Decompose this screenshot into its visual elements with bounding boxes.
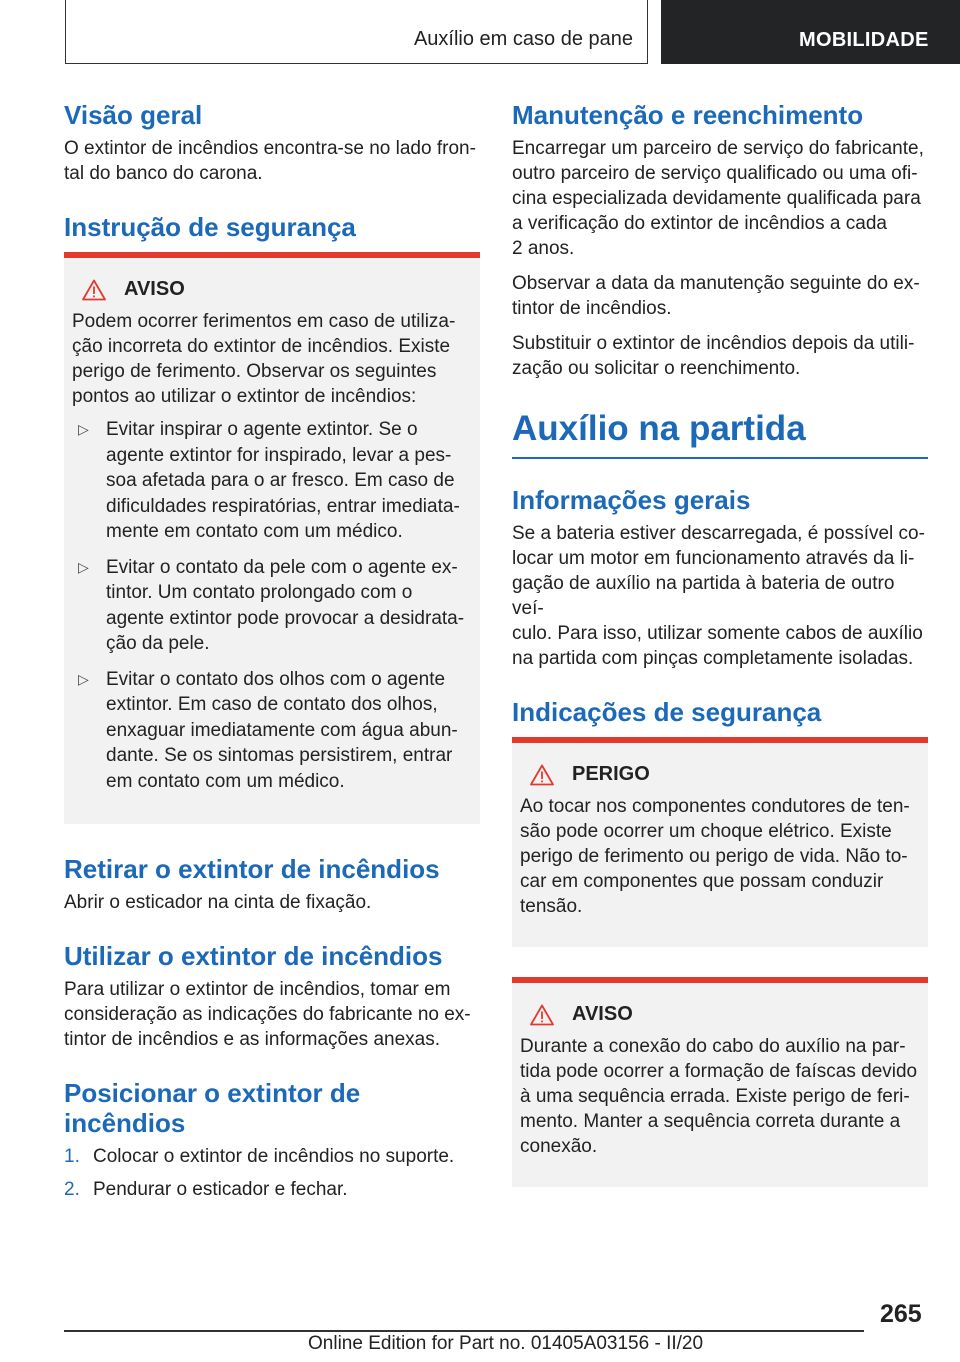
heading-indicacoes: Indicações de segurança <box>512 697 822 727</box>
bullet-text: Evitar o contato da pele com o agente ex- tintor. Um contato prolongado com o agente extintor pode provocar a desidrata- ção da pele. <box>106 556 465 654</box>
text-retirar-content: Abrir o esticador na cinta de fixação. <box>64 892 372 913</box>
heading-rule <box>512 457 928 459</box>
paragraph <box>512 136 928 261</box>
warning-triangle-icon <box>82 279 106 301</box>
triangle-bullet-icon: ▷ <box>78 670 89 687</box>
step-text: Pendurar o esticador e fechar. <box>93 1179 348 1200</box>
right-column <box>512 100 928 1217</box>
page-header <box>0 0 960 66</box>
chapter-tab: MOBILIDADE <box>661 0 960 64</box>
list-item <box>72 417 472 545</box>
paragraph <box>512 271 928 321</box>
text-utilizar-content: Para utilizar o extintor de incêndios, tomar em consideração as indicações do fabricante no ex- tintor de incêndios e as informações anexas. <box>64 979 471 1050</box>
bullet-text: Evitar o contato dos olhos com o agente extintor. Em caso de contato dos olhos, enxaguar imediatamente com água abun- dante. Se os sintomas persistirem, entrar em contato com um médico. <box>106 668 458 792</box>
triangle-bullet-icon: ▷ <box>78 558 89 575</box>
warning-box-extintor <box>64 252 480 824</box>
list-item <box>64 1144 480 1169</box>
danger-title <box>530 763 920 786</box>
danger-label: PERIGO <box>572 763 650 785</box>
list-item <box>72 667 472 795</box>
section-title-box <box>65 0 648 64</box>
footer-rule <box>64 1330 864 1332</box>
warning-text <box>72 309 472 409</box>
step-text: Colocar o extintor de incêndios no suporte. <box>93 1146 455 1167</box>
step-number: 1. <box>64 1146 80 1167</box>
warning-label: AVISO <box>572 1003 633 1025</box>
text-informacoes-content: Se a bateria estiver descarregada, é possível co- locar um motor em funcionamento através da li- gação de auxílio na partida à bateria de outro veí- culo. Para isso, utilizar somente cabos de auxílio na partida com pinças completamente isoladas. <box>512 523 925 669</box>
warning-label: AVISO <box>124 278 185 300</box>
text-visao-geral-content: O extintor de incêndios encontra-se no lado fron- tal do banco do carona. <box>64 138 476 184</box>
paragraph-content: Observar a data da manutenção seguinte do ex- tintor de incêndios. <box>512 273 920 319</box>
warning-text-content: Podem ocorrer ferimentos em caso de utiliza- ção incorreta do extintor de incêndios. Existe perigo de ferimento. Observar os seguintes pontos ao utilizar o extintor de incêndios: <box>72 311 456 407</box>
warning-triangle-icon <box>530 764 554 786</box>
bullet-text: Evitar inspirar o agente extintor. Se o agente extintor for inspirado, levar a pes- soa afetada para o ar fresco. Em caso de dificuldades respiratórias, entrar imediata- mente em contato com um médico. <box>106 419 460 542</box>
warning-bullet-list <box>72 417 472 794</box>
warning-box-partida <box>512 977 928 1187</box>
steps-list <box>64 1144 480 1202</box>
text-informacoes <box>512 521 928 671</box>
heading-utilizar: Utilizar o extintor de incêndios <box>64 941 443 971</box>
heading-visao-geral: Visão geral <box>64 100 203 130</box>
heading-manutencao: Manutenção e reenchimento <box>512 100 864 130</box>
paragraph-content: Substituir o extintor de incêndios depois da utili- zação ou solicitar o reenchimento. <box>512 333 915 379</box>
warning-title <box>82 278 472 301</box>
warning-title <box>530 1003 920 1026</box>
text-visao-geral <box>64 136 480 186</box>
danger-text-content: Ao tocar nos componentes condutores de ten- são pode ocorrer um choque elétrico. Existe perigo de ferimento ou perigo de vida. Não to- car em componentes que possam conduzir tensão. <box>520 796 910 917</box>
left-column <box>64 100 480 1210</box>
paragraph <box>512 331 928 381</box>
text-utilizar <box>64 977 480 1052</box>
warning-text-content: Durante a conexão do cabo do auxílio na par- tida pode ocorrer a formação de faíscas devido à uma sequência errada. Existe perigo de feri- mento. Manter a sequência correta durante a conexão. <box>520 1036 918 1157</box>
heading-posicionar: Posicionar o extintor de incêndios <box>64 1078 361 1138</box>
danger-text <box>520 794 920 919</box>
list-item <box>64 1177 480 1202</box>
warning-triangle-icon <box>530 1004 554 1026</box>
danger-box <box>512 737 928 947</box>
list-item <box>72 555 472 657</box>
triangle-bullet-icon: ▷ <box>78 421 89 437</box>
heading-instrucao: Instrução de segurança <box>64 212 356 242</box>
section-title: Auxílio em caso de pane <box>413 28 633 50</box>
step-number: 2. <box>64 1179 80 1200</box>
warning-text <box>520 1034 920 1159</box>
heading-informacoes: Informações gerais <box>512 485 751 515</box>
paragraph-content: Encarregar um parceiro de serviço do fabricante, outro parceiro de serviço qualificado ou uma ofi- cina especializada devidamente qualificada para a verificação do extintor de incêndios a cada 2 anos. <box>512 138 924 259</box>
footer-edition: Online Edition for Part no. 01405A03156 - II/20 <box>308 1333 704 1354</box>
heading-retirar: Retirar o extintor de incêndios <box>64 854 440 884</box>
page-number: 265 <box>880 1300 922 1328</box>
text-retirar <box>64 890 480 915</box>
heading-auxilio-partida: Auxílio na partida <box>512 409 806 448</box>
